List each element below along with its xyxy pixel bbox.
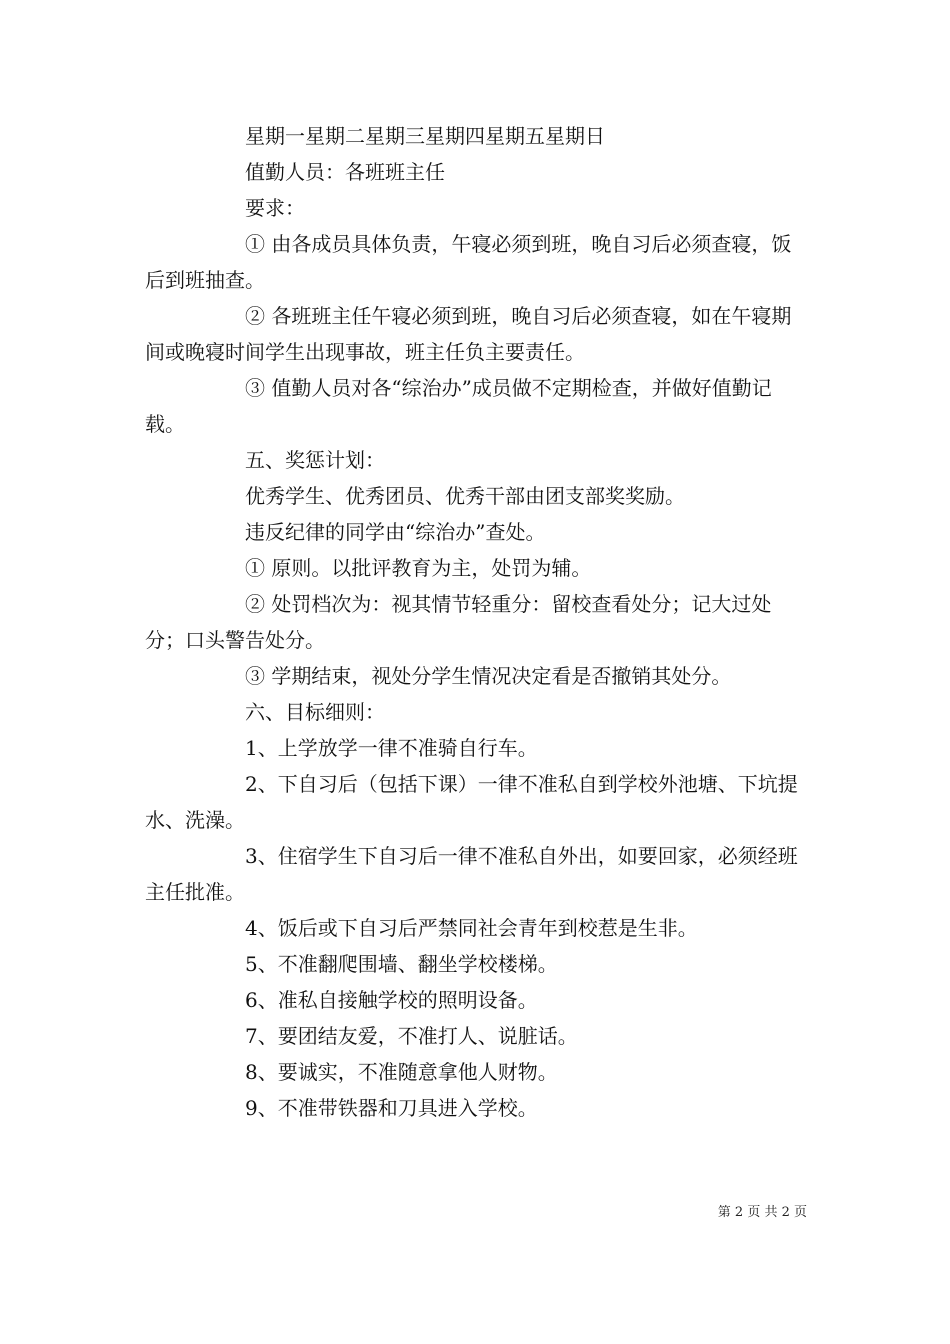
rule-item-3: 3、住宿学生下自习后一律不准私自外出，如要回家，必须经班主任批准。	[145, 844, 798, 904]
rule-item-6: 6、准私自接触学校的照明设备。	[245, 988, 538, 1012]
paragraph-penalty-levels: ② 处罚档次为：视其情节轻重分：留校查看处分；记大过处分；口头警告处分。	[145, 592, 772, 652]
rule-item-1: 1、上学放学一律不准骑自行车。	[245, 736, 538, 760]
rule-item-2: 2、下自习后（包括下课）一律不准私自到学校外池塘、下坑提水、洗澡。	[145, 772, 798, 832]
paragraph-principle: ① 原则。以批评教育为主，处罚为辅。	[245, 556, 592, 580]
paragraph-excellent-rewards: 优秀学生、优秀团员、优秀干部由团支部奖奖励。	[245, 484, 685, 508]
paragraph-requirement-3: ③ 值勤人员对各“综治办”成员做不定期检查，并做好值勤记载。	[145, 376, 772, 436]
rule-item-9: 9、不准带铁器和刀具进入学校。	[245, 1096, 538, 1120]
paragraph-term-end: ③ 学期结束，视处分学生情况决定看是否撤销其处分。	[245, 664, 732, 688]
paragraph-weekdays: 星期一星期二星期三星期四星期五星期日	[245, 124, 605, 148]
paragraph-requirement-2: ② 各班班主任午寝必须到班，晚自习后必须查寝，如在午寝期间或晚寝时间学生出现事故，班主任负主要责任。	[145, 304, 792, 364]
document-body	[145, 118, 807, 1126]
rule-item-4: 4、饭后或下自习后严禁同社会青年到校惹是生非。	[245, 916, 698, 940]
rule-item-8: 8、要诚实，不准随意拿他人财物。	[245, 1060, 558, 1084]
rule-item-7: 7、要团结友爱，不准打人、说脏话。	[245, 1024, 578, 1048]
section-heading-rewards: 五、奖惩计划：	[245, 448, 385, 472]
section-heading-targets: 六、目标细则：	[245, 700, 385, 724]
page-number-footer: 第 2 页 共 2 页	[717, 1205, 807, 1220]
paragraph-requirements-heading: 要求：	[245, 196, 305, 220]
paragraph-duty-staff: 值勤人员：各班班主任	[245, 160, 445, 184]
paragraph-discipline-violations: 违反纪律的同学由“综治办”查处。	[245, 520, 546, 544]
paragraph-requirement-1: ① 由各成员具体负责，午寝必须到班，晚自习后必须查寝，饭后到班抽查。	[145, 232, 792, 292]
rule-item-5: 5、不准翻爬围墙、翻坐学校楼梯。	[245, 952, 558, 976]
